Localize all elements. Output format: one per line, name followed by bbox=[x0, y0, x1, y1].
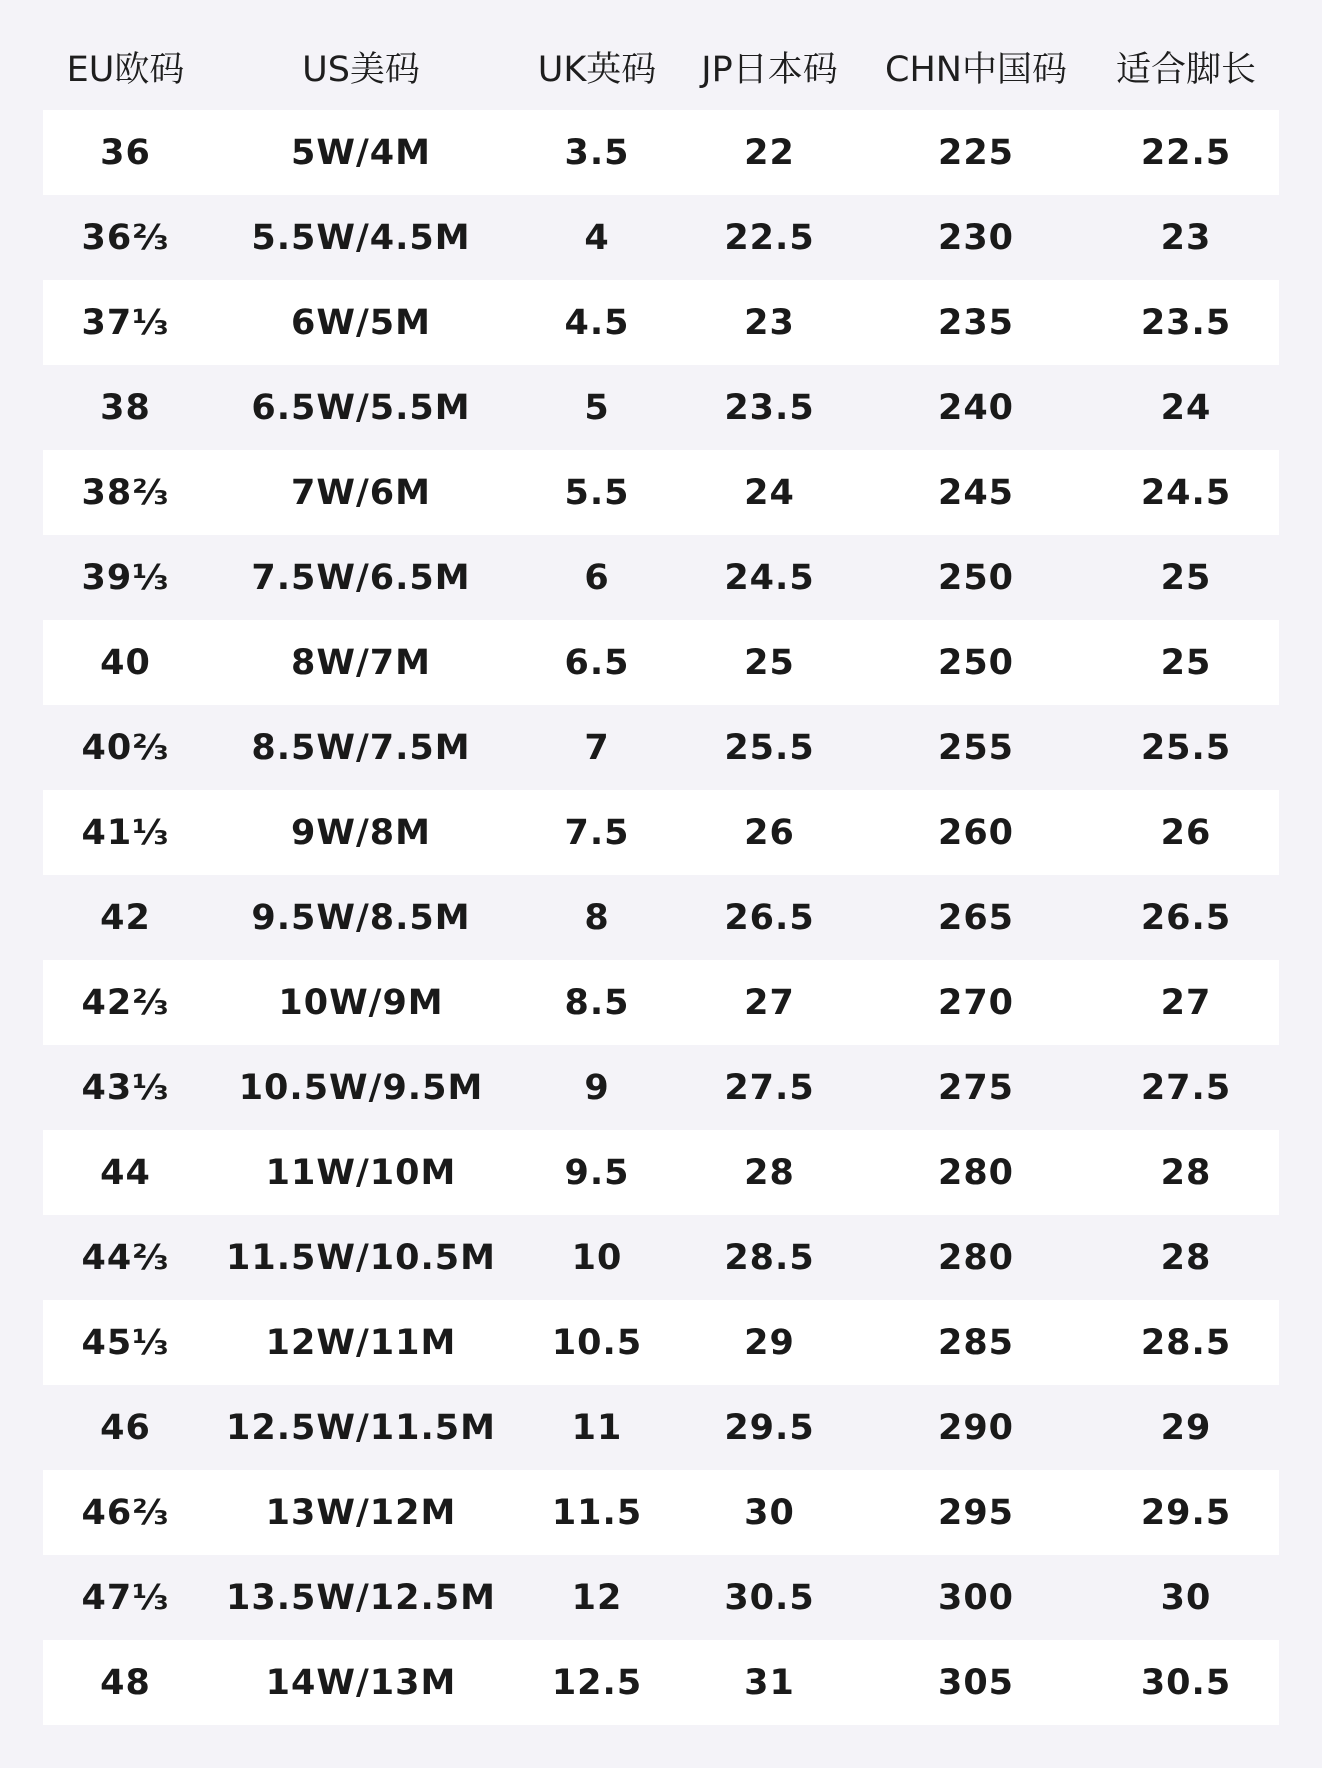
jp-size-cell: 28 bbox=[680, 1130, 859, 1215]
table-row bbox=[43, 535, 1279, 620]
uk-size-cell: 10.5 bbox=[514, 1300, 680, 1385]
foot-length-cell: 28 bbox=[1093, 1215, 1279, 1300]
header-row bbox=[43, 24, 1279, 110]
uk-size-cell: 8.5 bbox=[514, 960, 680, 1045]
jp-size-cell: 26 bbox=[680, 790, 859, 875]
chn-size-cell: 250 bbox=[859, 535, 1093, 620]
foot-length-cell: 26.5 bbox=[1093, 875, 1279, 960]
table-row bbox=[43, 450, 1279, 535]
foot-length-cell: 27.5 bbox=[1093, 1045, 1279, 1130]
eu-size-cell: 46⅔ bbox=[43, 1470, 208, 1555]
eu-size-cell: 41⅓ bbox=[43, 790, 208, 875]
eu-size-cell: 46 bbox=[43, 1385, 208, 1470]
jp-size-cell: 30 bbox=[680, 1470, 859, 1555]
table-row bbox=[43, 960, 1279, 1045]
jp-size-cell: 28.5 bbox=[680, 1215, 859, 1300]
chn-size-cell: 240 bbox=[859, 365, 1093, 450]
jp-size-cell: 25 bbox=[680, 620, 859, 705]
us-size-cell: 13.5W/12.5M bbox=[208, 1555, 514, 1640]
jp-size-cell: 23.5 bbox=[680, 365, 859, 450]
us-size-cell: 9W/8M bbox=[208, 790, 514, 875]
chn-size-cell: 305 bbox=[859, 1640, 1093, 1725]
jp-size-cell: 27 bbox=[680, 960, 859, 1045]
table-row bbox=[43, 195, 1279, 280]
jp-size-cell: 24.5 bbox=[680, 535, 859, 620]
eu-size-cell: 42 bbox=[43, 875, 208, 960]
uk-size-cell: 11 bbox=[514, 1385, 680, 1470]
eu-size-cell: 44 bbox=[43, 1130, 208, 1215]
table-row bbox=[43, 1215, 1279, 1300]
uk-size-cell: 8 bbox=[514, 875, 680, 960]
jp-size-cell: 27.5 bbox=[680, 1045, 859, 1130]
us-size-cell: 6.5W/5.5M bbox=[208, 365, 514, 450]
jp-size-cell: 29 bbox=[680, 1300, 859, 1385]
foot-length-cell: 23 bbox=[1093, 195, 1279, 280]
eu-size-cell: 38⅔ bbox=[43, 450, 208, 535]
uk-size-cell: 5.5 bbox=[514, 450, 680, 535]
uk-size-cell: 7.5 bbox=[514, 790, 680, 875]
foot-length-cell: 27 bbox=[1093, 960, 1279, 1045]
foot-length-cell: 28.5 bbox=[1093, 1300, 1279, 1385]
header-chn-size: CHN中国码 bbox=[885, 50, 1067, 90]
uk-size-cell: 4.5 bbox=[514, 280, 680, 365]
us-size-cell: 5W/4M bbox=[208, 110, 514, 195]
shoe-size-table bbox=[43, 24, 1279, 1725]
table-row bbox=[43, 790, 1279, 875]
chn-size-cell: 265 bbox=[859, 875, 1093, 960]
chn-size-cell: 280 bbox=[859, 1130, 1093, 1215]
table-row bbox=[43, 365, 1279, 450]
chn-size-cell: 280 bbox=[859, 1215, 1093, 1300]
table-row bbox=[43, 620, 1279, 705]
chn-size-cell: 300 bbox=[859, 1555, 1093, 1640]
jp-size-cell: 30.5 bbox=[680, 1555, 859, 1640]
eu-size-cell: 44⅔ bbox=[43, 1215, 208, 1300]
uk-size-cell: 12.5 bbox=[514, 1640, 680, 1725]
foot-length-cell: 30 bbox=[1093, 1555, 1279, 1640]
foot-length-cell: 23.5 bbox=[1093, 280, 1279, 365]
uk-size-cell: 6 bbox=[514, 535, 680, 620]
chn-size-cell: 235 bbox=[859, 280, 1093, 365]
eu-size-cell: 36 bbox=[43, 110, 208, 195]
foot-length-cell: 25 bbox=[1093, 620, 1279, 705]
eu-size-cell: 38 bbox=[43, 365, 208, 450]
foot-length-cell: 24 bbox=[1093, 365, 1279, 450]
header-us-size: US美码 bbox=[302, 50, 420, 90]
uk-size-cell: 12 bbox=[514, 1555, 680, 1640]
table-row bbox=[43, 705, 1279, 790]
us-size-cell: 6W/5M bbox=[208, 280, 514, 365]
eu-size-cell: 39⅓ bbox=[43, 535, 208, 620]
eu-size-cell: 40⅔ bbox=[43, 705, 208, 790]
chn-size-cell: 225 bbox=[859, 110, 1093, 195]
uk-size-cell: 5 bbox=[514, 365, 680, 450]
table-row bbox=[43, 875, 1279, 960]
table-row bbox=[43, 280, 1279, 365]
chn-size-cell: 285 bbox=[859, 1300, 1093, 1385]
eu-size-cell: 37⅓ bbox=[43, 280, 208, 365]
chn-size-cell: 250 bbox=[859, 620, 1093, 705]
chn-size-cell: 295 bbox=[859, 1470, 1093, 1555]
jp-size-cell: 22.5 bbox=[680, 195, 859, 280]
foot-length-cell: 25.5 bbox=[1093, 705, 1279, 790]
jp-size-cell: 25.5 bbox=[680, 705, 859, 790]
header-foot-length: 适合脚长 bbox=[1115, 50, 1256, 90]
chn-size-cell: 290 bbox=[859, 1385, 1093, 1470]
uk-size-cell: 7 bbox=[514, 705, 680, 790]
table-row bbox=[43, 1385, 1279, 1470]
us-size-cell: 5.5W/4.5M bbox=[208, 195, 514, 280]
foot-length-cell: 26 bbox=[1093, 790, 1279, 875]
chn-size-cell: 230 bbox=[859, 195, 1093, 280]
table-row bbox=[43, 1130, 1279, 1215]
table-row bbox=[43, 1470, 1279, 1555]
us-size-cell: 7.5W/6.5M bbox=[208, 535, 514, 620]
us-size-cell: 10.5W/9.5M bbox=[208, 1045, 514, 1130]
jp-size-cell: 26.5 bbox=[680, 875, 859, 960]
foot-length-cell: 28 bbox=[1093, 1130, 1279, 1215]
table-body bbox=[43, 110, 1279, 1725]
us-size-cell: 12W/11M bbox=[208, 1300, 514, 1385]
eu-size-cell: 43⅓ bbox=[43, 1045, 208, 1130]
uk-size-cell: 3.5 bbox=[514, 110, 680, 195]
chn-size-cell: 270 bbox=[859, 960, 1093, 1045]
eu-size-cell: 40 bbox=[43, 620, 208, 705]
chn-size-cell: 245 bbox=[859, 450, 1093, 535]
table-row bbox=[43, 1640, 1279, 1725]
table-row bbox=[43, 1555, 1279, 1640]
chn-size-cell: 260 bbox=[859, 790, 1093, 875]
foot-length-cell: 30.5 bbox=[1093, 1640, 1279, 1725]
uk-size-cell: 9.5 bbox=[514, 1130, 680, 1215]
us-size-cell: 13W/12M bbox=[208, 1470, 514, 1555]
uk-size-cell: 9 bbox=[514, 1045, 680, 1130]
foot-length-cell: 22.5 bbox=[1093, 110, 1279, 195]
header-uk-size: UK英码 bbox=[537, 50, 657, 90]
jp-size-cell: 31 bbox=[680, 1640, 859, 1725]
jp-size-cell: 22 bbox=[680, 110, 859, 195]
header-jp-size: JP日本码 bbox=[701, 50, 838, 90]
foot-length-cell: 29.5 bbox=[1093, 1470, 1279, 1555]
us-size-cell: 7W/6M bbox=[208, 450, 514, 535]
jp-size-cell: 24 bbox=[680, 450, 859, 535]
table-row bbox=[43, 110, 1279, 195]
foot-length-cell: 25 bbox=[1093, 535, 1279, 620]
foot-length-cell: 24.5 bbox=[1093, 450, 1279, 535]
us-size-cell: 14W/13M bbox=[208, 1640, 514, 1725]
table-row bbox=[43, 1045, 1279, 1130]
table-header bbox=[43, 24, 1279, 110]
eu-size-cell: 36⅔ bbox=[43, 195, 208, 280]
eu-size-cell: 45⅓ bbox=[43, 1300, 208, 1385]
eu-size-cell: 47⅓ bbox=[43, 1555, 208, 1640]
uk-size-cell: 11.5 bbox=[514, 1470, 680, 1555]
table-row bbox=[43, 1300, 1279, 1385]
header-eu-size: EU欧码 bbox=[66, 50, 185, 90]
us-size-cell: 11W/10M bbox=[208, 1130, 514, 1215]
us-size-cell: 12.5W/11.5M bbox=[208, 1385, 514, 1470]
uk-size-cell: 6.5 bbox=[514, 620, 680, 705]
uk-size-cell: 10 bbox=[514, 1215, 680, 1300]
chn-size-cell: 275 bbox=[859, 1045, 1093, 1130]
uk-size-cell: 4 bbox=[514, 195, 680, 280]
jp-size-cell: 23 bbox=[680, 280, 859, 365]
jp-size-cell: 29.5 bbox=[680, 1385, 859, 1470]
us-size-cell: 8W/7M bbox=[208, 620, 514, 705]
eu-size-cell: 48 bbox=[43, 1640, 208, 1725]
eu-size-cell: 42⅔ bbox=[43, 960, 208, 1045]
us-size-cell: 11.5W/10.5M bbox=[208, 1215, 514, 1300]
us-size-cell: 8.5W/7.5M bbox=[208, 705, 514, 790]
foot-length-cell: 29 bbox=[1093, 1385, 1279, 1470]
us-size-cell: 9.5W/8.5M bbox=[208, 875, 514, 960]
chn-size-cell: 255 bbox=[859, 705, 1093, 790]
us-size-cell: 10W/9M bbox=[208, 960, 514, 1045]
